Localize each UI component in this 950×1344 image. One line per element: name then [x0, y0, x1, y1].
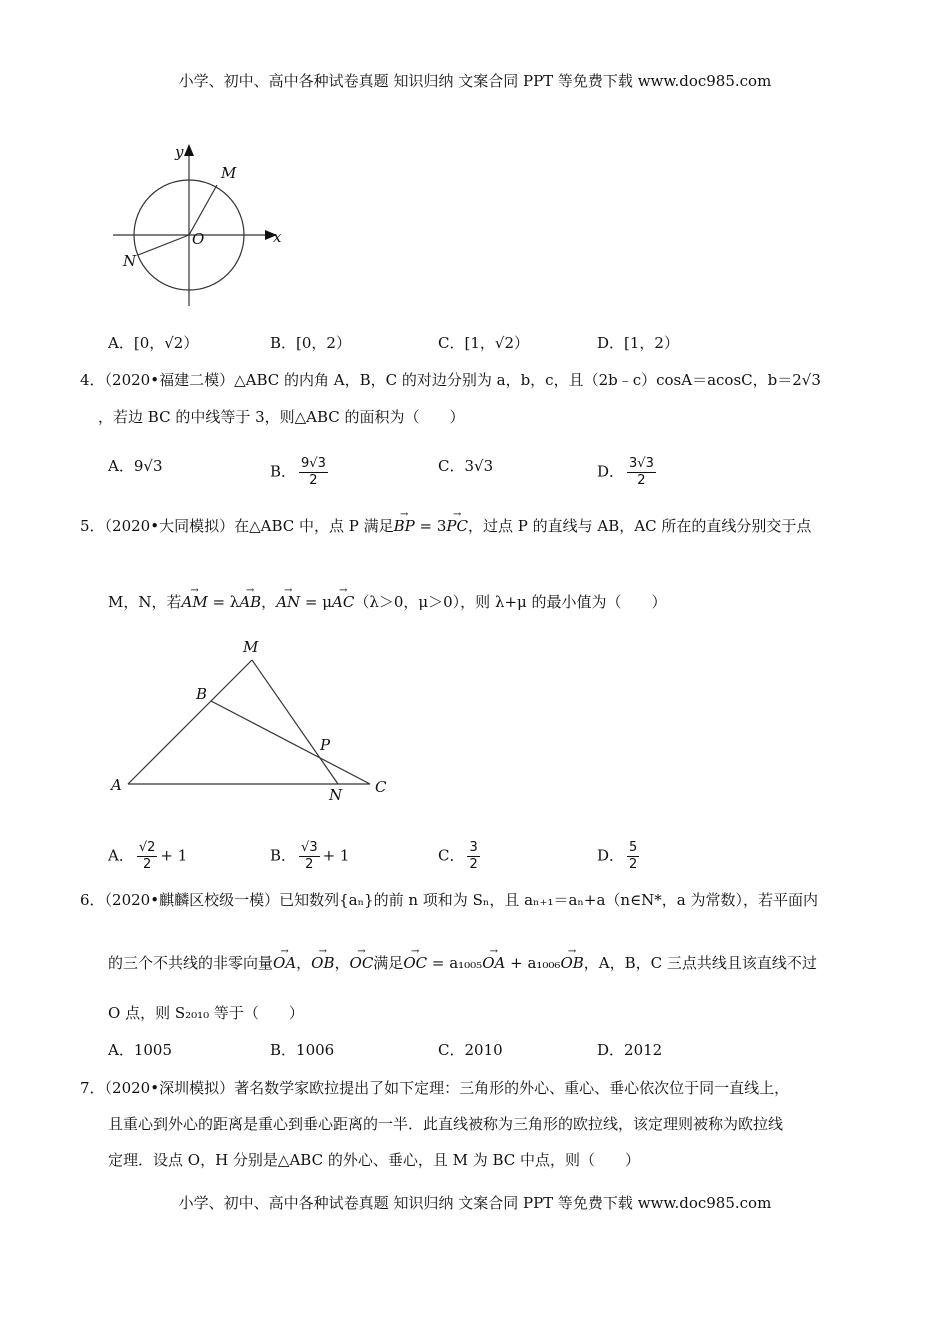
- point-c-label: C: [375, 778, 387, 796]
- q5-line2: [108, 592, 667, 612]
- vector-ab: → AB: [239, 592, 261, 612]
- vector-ob: → OB: [311, 953, 334, 973]
- point-n-label: N: [123, 252, 137, 270]
- q6-source: （2020•麒麟区校级一模）: [104, 891, 280, 909]
- q7-source: （2020•深圳模拟）: [104, 1079, 235, 1097]
- q4-source: （2020•福建二模）: [104, 371, 235, 389]
- q6-sep1: ，: [296, 954, 312, 972]
- q5-eq3: = μ: [300, 593, 333, 611]
- vector-am: → AM: [181, 592, 207, 612]
- q6-expr-a1006: + a₁₀₀₆: [505, 954, 561, 972]
- q6-stem-a: 已知数列{aₙ}的前 n 项和为 Sₙ，且 aₙ₊₁＝aₙ+a（n∈N*，a 为常数），若平面内: [279, 891, 819, 909]
- q5-source: （2020•大同模拟）: [104, 517, 235, 535]
- triangle-figure: [100, 630, 400, 810]
- q5-stem-b: ，过点 P 的直线与 AB，AC 所在的直线分别交于点: [467, 517, 812, 535]
- q5-option-b[interactable]: B． $\frac{√3}{2}$ + 1: [270, 840, 350, 872]
- q5-option-d[interactable]: D． $\frac{5}{2}$: [597, 840, 638, 872]
- q6-line1: [80, 890, 818, 910]
- q5-option-a[interactable]: A． $\frac{√2}{2}$ + 1: [108, 840, 188, 872]
- q7-stem-a: 著名数学家欧拉提出了如下定理：三角形的外心、重心、垂心依次位于同一直线上，: [234, 1079, 790, 1097]
- q3-option-b[interactable]: B．[0，2）: [270, 334, 351, 352]
- q6-number: 6．: [80, 891, 105, 909]
- q4-options: [108, 446, 868, 490]
- q6-line2: [108, 953, 817, 973]
- q5-number: 5．: [80, 517, 105, 535]
- vector-oc-2: → OC: [403, 953, 427, 973]
- q3-option-d[interactable]: D．[1，2）: [597, 334, 679, 352]
- q4-option-a[interactable]: A．9√3: [108, 457, 163, 475]
- q4-option-c[interactable]: C．3√3: [438, 457, 494, 475]
- q6-expr-a1005: = a₁₀₀₅: [427, 954, 483, 972]
- q4-line2: ，若边 BC 的中线等于 3，则△ABC 的面积为（ ）: [98, 408, 465, 426]
- origin-label: O: [192, 230, 205, 248]
- q6-option-c[interactable]: C．2010: [438, 1041, 503, 1059]
- q6-options: [108, 1040, 868, 1062]
- vector-bp: → BP: [394, 516, 415, 536]
- q5-eq: = 3: [414, 517, 447, 535]
- q6-stem-b: 的三个不共线的非零向量: [108, 954, 274, 972]
- point-a-label: A: [111, 776, 122, 794]
- q5-stem-d: （λ＞0，μ＞0），则 λ+μ 的最小值为（ ）: [354, 593, 667, 611]
- q4-option-d[interactable]: D． $\frac{3√3}{2}$: [597, 456, 654, 488]
- q5-options: [108, 830, 868, 874]
- point-m-label: M: [221, 164, 237, 182]
- q4-option-b[interactable]: B． $\frac{9√3}{2}$: [270, 456, 326, 488]
- vector-oc: → OC: [350, 953, 374, 973]
- q5-sep: ，: [261, 593, 277, 611]
- q7-line1: [80, 1078, 789, 1098]
- y-axis-label: y: [175, 143, 184, 161]
- point-p-label: P: [320, 736, 331, 754]
- vector-oa-2: → OA: [482, 953, 505, 973]
- q3-option-a[interactable]: A．[0，√2）: [108, 334, 199, 352]
- x-axis-label: x: [273, 228, 282, 246]
- q4-line1: [80, 370, 821, 390]
- vector-oa: → OA: [273, 953, 296, 973]
- q6-stem-c: 满足: [373, 954, 404, 972]
- q4-stem: △ABC 的内角 A，B，C 的对边分别为 a，b，c，且（2b﹣c）cosA＝acosC，b＝2√3: [234, 371, 821, 389]
- q6-option-d[interactable]: D．2012: [597, 1041, 663, 1059]
- unit-circle-figure: [105, 138, 295, 308]
- q6-line3: O 点，则 S₂₀₁₀ 等于（ ）: [108, 1004, 304, 1022]
- q5-line1: [80, 516, 811, 536]
- q3-option-c[interactable]: C．[1，√2）: [438, 334, 529, 352]
- page-header: 小学、初中、高中各种试卷真题 知识归纳 文案合同 PPT 等免费下载 www.doc985.com: [178, 72, 772, 90]
- q7-number: 7．: [80, 1079, 105, 1097]
- vector-an: → AN: [276, 592, 300, 612]
- q4-number: 4．: [80, 371, 105, 389]
- point-b-label: B: [196, 685, 208, 703]
- q6-option-b[interactable]: B．1006: [270, 1041, 335, 1059]
- q7-line2: 且重心到外心的距离是重心到垂心距离的一半．此直线被称为三角形的欧拉线，该定理则被称为欧拉线: [108, 1115, 784, 1133]
- q6-stem-d: ，A，B，C 三点共线且该直线不过: [583, 954, 817, 972]
- q6-option-a[interactable]: A．1005: [108, 1041, 173, 1059]
- point-m-label: M: [243, 638, 259, 656]
- q5-stem-c: M，N，若: [108, 593, 182, 611]
- page-footer: 小学、初中、高中各种试卷真题 知识归纳 文案合同 PPT 等免费下载 www.doc985.com: [178, 1194, 772, 1212]
- point-n-label: N: [329, 786, 343, 804]
- q5-option-c[interactable]: C． $\frac{3}{2}$: [438, 840, 478, 872]
- q5-stem-a: 在△ABC 中，点 P 满足: [234, 517, 394, 535]
- q6-sep2: ，: [334, 954, 350, 972]
- vector-ac: → AC: [332, 592, 354, 612]
- vector-ob-2: → OB: [560, 953, 583, 973]
- vector-pc: → PC: [446, 516, 468, 536]
- q5-eq2: = λ: [207, 593, 240, 611]
- q7-line3: 定理．设点 O，H 分别是△ABC 的外心、垂心，且 M 为 BC 中点，则（ ）: [108, 1151, 641, 1169]
